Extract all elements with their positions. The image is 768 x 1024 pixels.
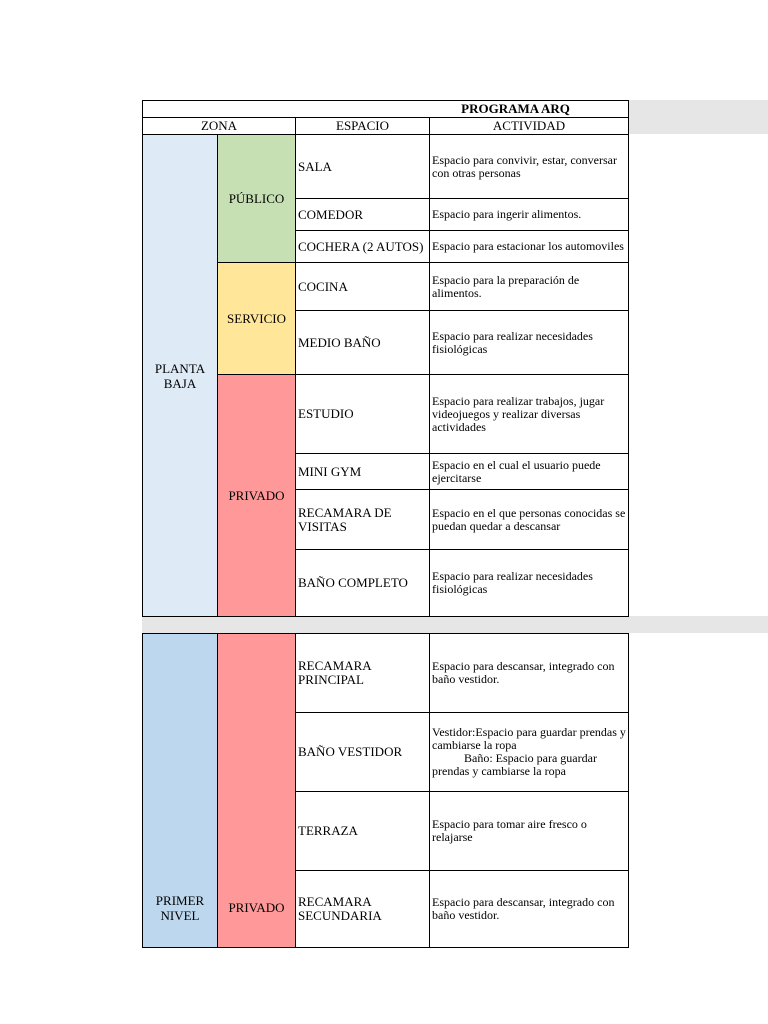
- espacio-recamara-secundaria: RECAMARA SECUNDARIA: [295, 870, 430, 948]
- actividad-comedor: [429, 198, 629, 231]
- actividad-cochera: [429, 230, 629, 263]
- espacio-recamara-visitas: RECAMARA DE VISITAS: [295, 489, 430, 550]
- header-espacio: ESPACIO: [295, 117, 430, 135]
- espacio-sala: SALA: [295, 134, 430, 199]
- actividad-terraza: [429, 791, 629, 871]
- actividad-text: Espacio para realizar trabajos, jugar videojuegos y realizar diversas actividades: [432, 393, 605, 434]
- espacio-recamara-principal: RECAMARA PRINCIPAL: [295, 633, 430, 713]
- header-actividad: ACTIVIDAD: [429, 117, 629, 135]
- table-title: PROGRAMA ARQ: [142, 100, 629, 118]
- actividad-recamara-visitas: [429, 489, 629, 550]
- actividad-mini-gym: [429, 453, 629, 490]
- actividad-text: Espacio para descansar, integrado con baño vestidor.: [432, 895, 615, 922]
- actividad-cocina: [429, 262, 629, 311]
- actividad-text: Espacio para convivir, estar, conversar con otras personas: [432, 152, 617, 180]
- actividad-sala: [429, 134, 629, 199]
- actividad-bano-text: Baño: Espacio para guardar prendas y cambiarse la ropa: [432, 751, 597, 778]
- actividad-medio-bano: [429, 310, 629, 375]
- actividad-vestidor-text: Vestidor:Espacio para guardar prendas y cambiarse la ropa: [432, 725, 626, 752]
- level-planta-baja-label: PLANTA BAJA: [154, 360, 206, 391]
- header-zona: ZONA: [142, 117, 296, 135]
- actividad-bano-vestidor: [429, 712, 629, 792]
- espacio-cochera: COCHERA (2 AUTOS): [295, 230, 430, 263]
- espacio-comedor: COMEDOR: [295, 198, 430, 231]
- zone-servicio: SERVICIO: [217, 262, 296, 375]
- actividad-text: Espacio para la preparación de alimentos.: [432, 272, 580, 300]
- actividad-text: Espacio para realizar necesidades fisiológicas: [432, 569, 593, 596]
- actividad-text: Espacio para realizar necesidades fisiológicas: [432, 328, 593, 356]
- actividad-estudio: [429, 374, 629, 454]
- espacio-bano-completo: BAÑO COMPLETO: [295, 549, 430, 617]
- espacio-medio-bano: MEDIO BAÑO: [295, 310, 430, 375]
- level-primer-nivel-label: PRIMER NIVEL: [155, 893, 205, 923]
- espacio-cocina: COCINA: [295, 262, 430, 311]
- level-primer-nivel: [142, 633, 218, 948]
- actividad-bano-completo: [429, 549, 629, 617]
- zone-privado: PRIVADO: [217, 374, 296, 617]
- actividad-text: Espacio para descansar, integrado con baño vestidor.: [432, 659, 615, 686]
- actividad-recamara-secundaria: [429, 870, 629, 948]
- actividad-text: Espacio en el cual el usuario puede ejercitarse: [432, 457, 601, 485]
- espacio-mini-gym: MINI GYM: [295, 453, 430, 490]
- actividad-text: Espacio para estacionar los automoviles: [432, 239, 624, 253]
- zone-privado-label: PRIVADO: [228, 900, 285, 915]
- actividad-recamara-principal: [429, 633, 629, 713]
- espacio-terraza: TERRAZA: [295, 791, 430, 871]
- header-band: [628, 100, 768, 134]
- zone-privado-primer-nivel: [217, 633, 296, 948]
- level-planta-baja: [142, 134, 218, 617]
- zone-publico: PÚBLICO: [217, 134, 296, 263]
- espacio-bano-vestidor: BAÑO VESTIDOR: [295, 712, 430, 792]
- separator-band: [142, 616, 768, 633]
- actividad-text: Espacio para tomar aire fresco o relajarse: [432, 817, 587, 844]
- actividad-text: Espacio para ingerir alimentos.: [432, 207, 582, 221]
- espacio-estudio: ESTUDIO: [295, 374, 430, 454]
- actividad-text: Espacio en el que personas conocidas se puedan quedar a descansar: [432, 505, 626, 533]
